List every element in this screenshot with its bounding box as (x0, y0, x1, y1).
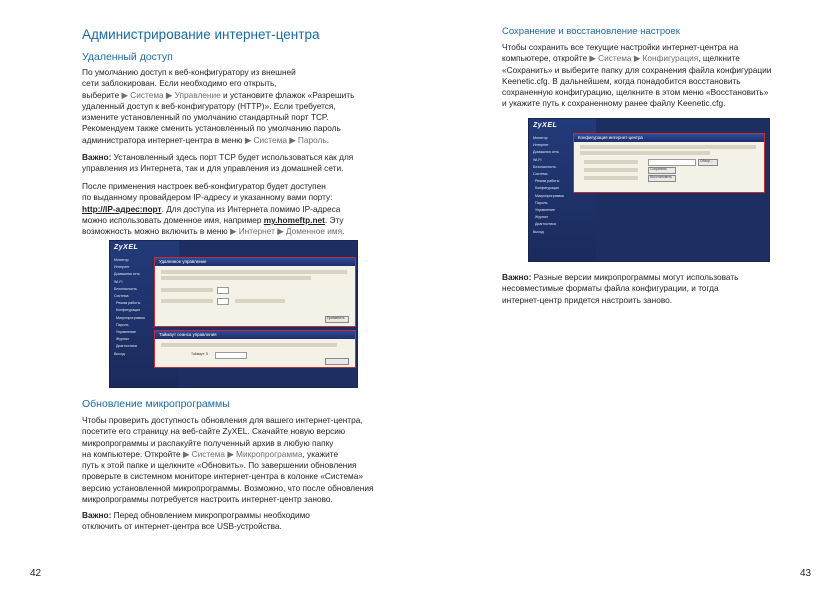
text-line: отключить от интернет-центра все USB-устройства. (82, 521, 282, 532)
remote-access-screenshot (109, 240, 358, 388)
text-line: измените установленный по умолчанию стандартный порт TCP. (82, 112, 329, 123)
shot-restore-label: Восстановить (650, 175, 672, 179)
shot-window-config (573, 133, 765, 193)
shot-window-title-2: Таймаут сеанса управления (155, 331, 355, 339)
text-line: версию установленной микропрограммы. Возможно, что после обновления (82, 482, 374, 493)
shot-save-label: Сохранить (650, 167, 667, 171)
shot-menu-right: Монитор Интернет Домашняя сеть Wi-Fi Безопасность Система Режим работы Конфигурация Микропрограмма Пароль Управление Журнал Диагностика Выход (533, 136, 564, 234)
text-line: «Сохранить» и выберите папку для сохранения файла конфигурации (502, 64, 772, 75)
text-line: посетите его страницу на веб-сайте ZyXEL. Скачайте новую версию (82, 426, 346, 437)
text-line: компьютере, откройте ▶ Система ▶ Конфигурация, щелкните (502, 53, 740, 64)
text-line: микропрограммы потребуется настроить интернет-центр заново. (82, 494, 333, 505)
text-line: проверьте в системном мониторе интернет-центра в колонке «Система» (82, 471, 363, 482)
text-line: несовместимые форматы файла конфигурации, и тогда (502, 283, 719, 294)
remote-access-note (82, 152, 353, 175)
text-line: путь к этой папке и щелкните «Обновить». По завершении обновления (82, 460, 357, 471)
text-line: Keenetic.cfg. В дальнейшем, когда понадобится восстановить (502, 75, 741, 86)
shot-window-remote (154, 257, 356, 327)
text-line: Рекомендуем также сменить установленный по умолчанию пароль (82, 123, 341, 134)
shot-window-timeout (154, 330, 356, 368)
backup-note (502, 272, 738, 306)
text-line: выберите ▶ Система ▶ Управление и установите флажок «Разрешить (82, 89, 355, 100)
text-line: можно использовать доменное имя, например my.homeftp.net. Эту (82, 214, 344, 225)
text-line: и укажите путь к сохраненному ранее файлу Keenetic.cfg. (502, 98, 726, 109)
shot-browse-label: Обзор... (700, 159, 713, 163)
text-line: микропрограммы и распакуйте полученный архив в любую папку (82, 437, 334, 448)
shot-apply-label: Применить (327, 316, 345, 320)
shot-timeout-label: Таймаут: 5 (191, 352, 208, 356)
shot-menu: Монитор Интернет Домашняя сеть Wi-Fi Безопасность Система Режим работы Конфигурация Микропрограмма Пароль Управление Журнал Диагностика Выход (114, 258, 145, 356)
text-line: сохраненную конфигурацию, щелкните в этом меню «Восстановить» (502, 87, 769, 98)
text-line: Важно: Перед обновлением микропрограммы необходимо (82, 510, 310, 520)
text-line: интернет-центр придется настроить заново. (502, 294, 673, 305)
text-line: По умолчанию доступ к веб-конфигуратору из внешней (82, 67, 296, 77)
configuration-screenshot (528, 118, 770, 262)
text-line: на компьютере. Откройте ▶ Система ▶ Микропрограмма, укажите (82, 448, 339, 459)
remote-access-paragraph (82, 67, 354, 146)
text-line: Важно: Установленный здесь порт TCP будет использоваться как для (82, 152, 354, 162)
text-line: Чтобы сохранить все текущие настройки интернет-центра на (502, 42, 739, 52)
text-line: удаленный доступ к веб-конфигуратору (HTTP)». Если требуется, (82, 100, 336, 111)
right-page (420, 0, 839, 595)
text-line: Важно: Разные версии микропрограммы могут использовать (502, 272, 739, 282)
section-heading-firmware: Обновление микропрограммы (82, 398, 230, 410)
page-title: Администрирование интернет-центра (82, 27, 320, 42)
text-line: возможность можно включить в меню ▶ Интернет ▶ Доменное имя. (82, 226, 345, 237)
firmware-note (82, 510, 310, 533)
text-line: сети заблокирован. Если необходимо его открыть, (82, 78, 277, 89)
backup-paragraph (502, 42, 771, 110)
text-line: Чтобы проверить доступность обновления для вашего интернет-центра, (82, 415, 363, 425)
text-line: управления из Интернета, так и для управления из домашней сети. (82, 163, 344, 174)
section-heading-backup: Сохранение и восстановление настроек (502, 26, 680, 37)
text-line: http://IP-адрес:порт. Для доступа из Интернета помимо IP-адреса (82, 203, 341, 214)
zyxel-logo-right: ZyXEL (533, 122, 558, 129)
section-heading-remote-access: Удаленный доступ (82, 51, 173, 63)
shot-window-title: Удаленное управление (155, 258, 355, 266)
text-line: по выданному провайдером IP-адресу и указанному вами порту: (82, 192, 333, 203)
page-number-left: 42 (30, 568, 42, 579)
zyxel-logo: ZyXEL (114, 244, 139, 251)
text-line: После применения настроек веб-конфигуратор будет доступен (82, 181, 326, 191)
shot-window-title-config: Конфигурация интернет-центра (574, 134, 764, 142)
text-line: администратора интернет-центра в меню ▶ Система ▶ Пароль. (82, 134, 330, 145)
remote-access-paragraph-2 (82, 181, 344, 237)
firmware-paragraph (82, 415, 373, 505)
page-number-right: 43 (800, 568, 812, 579)
